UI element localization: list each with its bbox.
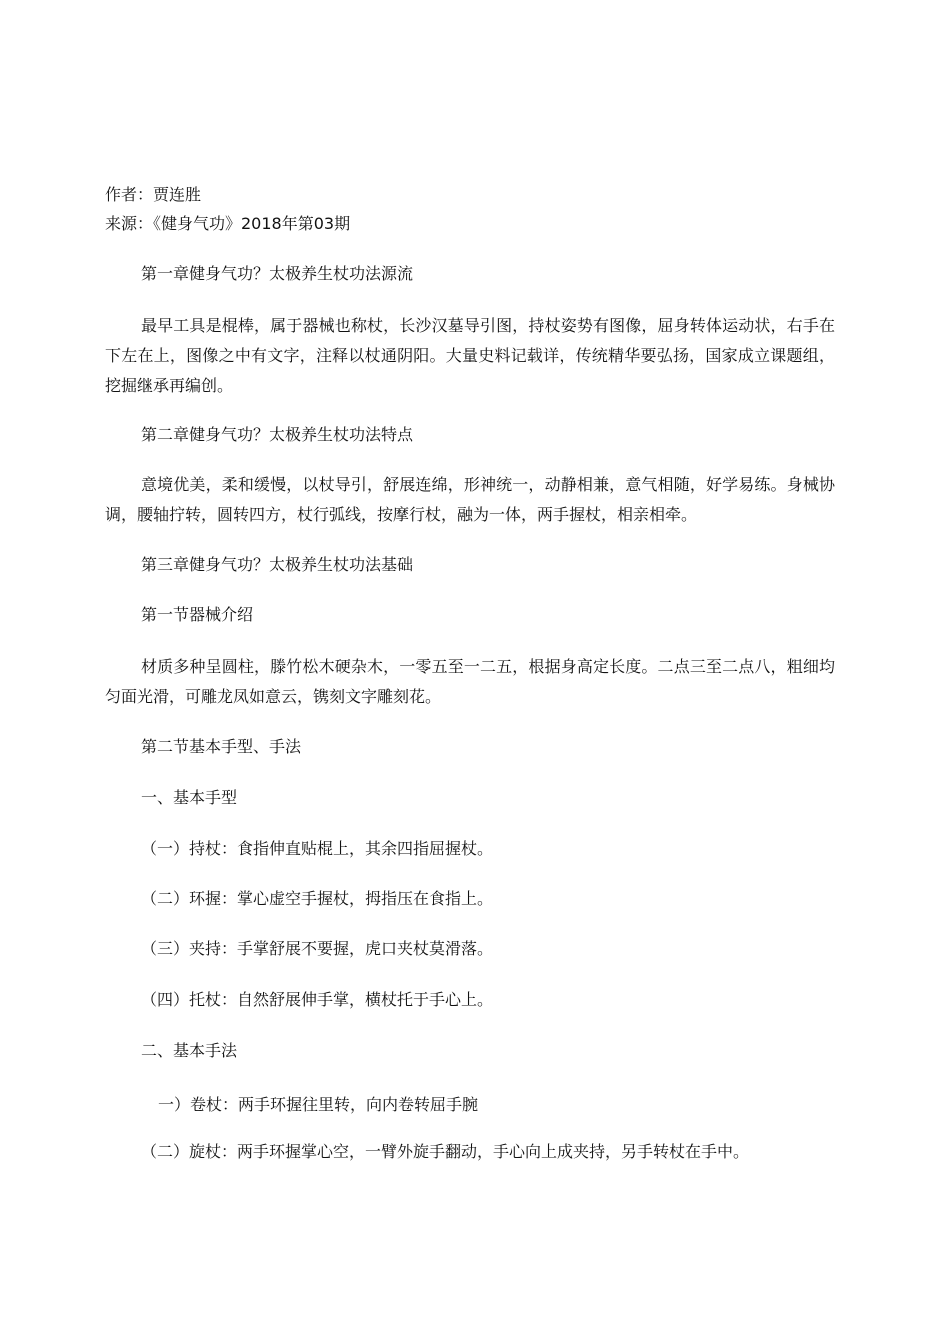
hand-type-item: （四）托杖：自然舒展伸手掌，横杖托于手心上。 [141,990,494,1009]
chapter-1-paragraph: 最早工具是棍棒，属于器械也称杖，长沙汉墓导引图，持杖姿势有图像，屈身转体运动状，右手在下左在上，图像之中有文字，注释以杖通阴阳。大量史料记载详，传统精华要弘扬，国家成立课题组，挖掘继承再编创。 [105,316,835,395]
chapter-3-heading: 第三章健身气功？太极养生杖功法基础 [141,555,414,574]
hand-method-item: （二）旋杖：两手环握掌心空，一臂外旋手翻动，手心向上成夹持，另手转杖在手中。 [141,1142,750,1161]
hand-method-item: 一）卷杖：两手环握往里转，向内卷转屈手腕 [158,1095,479,1114]
hand-type-item: （三）夹持：手掌舒展不要握，虎口夹杖莫滑落。 [141,939,494,958]
source-line: 来源：《健身气功》2018年第03期 [105,214,351,233]
hand-type-item: （一）持杖：食指伸直贴棍上，其余四指屈握杖。 [141,839,494,858]
hand-methods-heading: 二、基本手法 [141,1041,238,1060]
section-1-paragraph: 材质多种呈圆柱，滕竹松木硬杂木，一零五至一二五，根据身高定长度。二点三至二点八，粗细均匀面光滑，可雕龙凤如意云，镌刻文字雕刻花。 [105,657,835,706]
section-2-heading: 第二节基本手型、手法 [141,737,302,756]
author-line: 作者：贾连胜 [105,185,202,204]
hand-type-item: （二）环握：掌心虚空手握杖，拇指压在食指上。 [141,889,494,908]
chapter-2-paragraph: 意境优美，柔和缓慢，以杖导引，舒展连绵，形神统一，动静相兼，意气相随，好学易练。身械协调，腰轴拧转，圆转四方，杖行弧线，按摩行杖，融为一体，两手握杖，相亲相牵。 [105,475,835,524]
chapter-1-heading: 第一章健身气功？太极养生杖功法源流 [141,264,414,283]
chapter-2-heading: 第二章健身气功？太极养生杖功法特点 [141,425,414,444]
section-1-heading: 第一节器械介绍 [141,605,254,624]
hand-types-heading: 一、基本手型 [141,788,238,807]
